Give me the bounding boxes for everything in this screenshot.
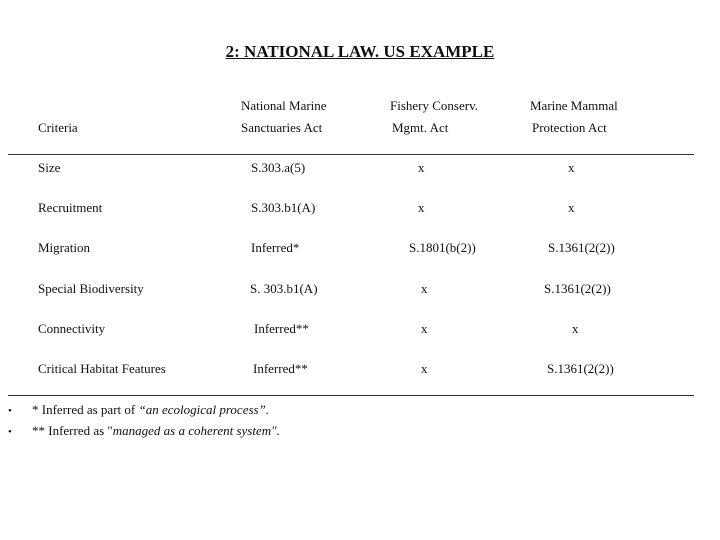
- bullet-icon: •: [8, 405, 12, 417]
- row-special-biodiversity-mmp: S.1361(2(2)): [544, 281, 611, 296]
- header-criteria: [38, 117, 78, 139]
- row-recruitment-mmp: x: [568, 200, 575, 215]
- row-critical-habitat-nms: Inferred**: [253, 361, 308, 376]
- row-recruitment-fcm: x: [418, 200, 425, 215]
- row-connectivity-fcm: x: [421, 321, 428, 336]
- footnote-1-emphasis: “an ecological process”.: [138, 402, 270, 417]
- footer-rule: [8, 395, 694, 396]
- row-connectivity-nms: Inferred**: [254, 321, 309, 336]
- row-critical-habitat-mmp: S.1361(2(2)): [547, 361, 614, 376]
- footnotes: [8, 400, 280, 442]
- row-special-biodiversity-fcm: x: [421, 281, 428, 296]
- row-critical-habitat-criteria: Critical Habitat Features: [38, 361, 166, 376]
- header-rule: [8, 154, 694, 155]
- row-recruitment-criteria: Recruitment: [38, 200, 103, 215]
- row-recruitment-nms: S.303.b1(A): [251, 200, 316, 215]
- row-size-criteria: Size: [38, 160, 61, 175]
- footnote-2-emphasis: managed as a coherent system".: [112, 423, 280, 438]
- row-migration-nms: Inferred*: [251, 240, 300, 255]
- header-fcm-line1: Fishery Conserv.: [390, 98, 478, 113]
- footnote-2: [8, 421, 280, 442]
- row-size-fcm: x: [418, 160, 425, 175]
- footnote-1: [8, 400, 280, 421]
- row-special-biodiversity-nms: S. 303.b1(A): [250, 281, 318, 296]
- row-size-nms: S.303.a(5): [251, 160, 306, 175]
- header-mmp-line2: Protection Act: [532, 120, 607, 135]
- header-nms-line2: Sanctuaries Act: [241, 120, 323, 135]
- row-migration-criteria: Migration: [38, 240, 90, 255]
- header-nms-line1: National Marine: [241, 98, 327, 113]
- header-criteria-label: Criteria: [38, 120, 78, 135]
- footnote-2-prefix: ** Inferred as ": [32, 423, 113, 438]
- bullet-icon: •: [8, 426, 12, 438]
- header-nms: [241, 95, 327, 139]
- header-fcm: [390, 95, 478, 139]
- row-migration-mmp: S.1361(2(2)): [548, 240, 615, 255]
- header-mmp-line1: Marine Mammal: [530, 98, 618, 113]
- row-connectivity-criteria: Connectivity: [38, 321, 106, 336]
- row-connectivity-mmp: x: [572, 321, 579, 336]
- row-migration-fcm: S.1801(b(2)): [409, 240, 476, 255]
- footnote-1-prefix: * Inferred as part of: [32, 402, 139, 417]
- header-mmp: [530, 95, 618, 139]
- row-critical-habitat-fcm: x: [421, 361, 428, 376]
- row-special-biodiversity-criteria: Special Biodiversity: [38, 281, 144, 296]
- row-size-mmp: x: [568, 160, 575, 175]
- slide-title: 2: NATIONAL LAW. US EXAMPLE: [225, 42, 495, 61]
- header-fcm-line2: Mgmt. Act: [392, 120, 449, 135]
